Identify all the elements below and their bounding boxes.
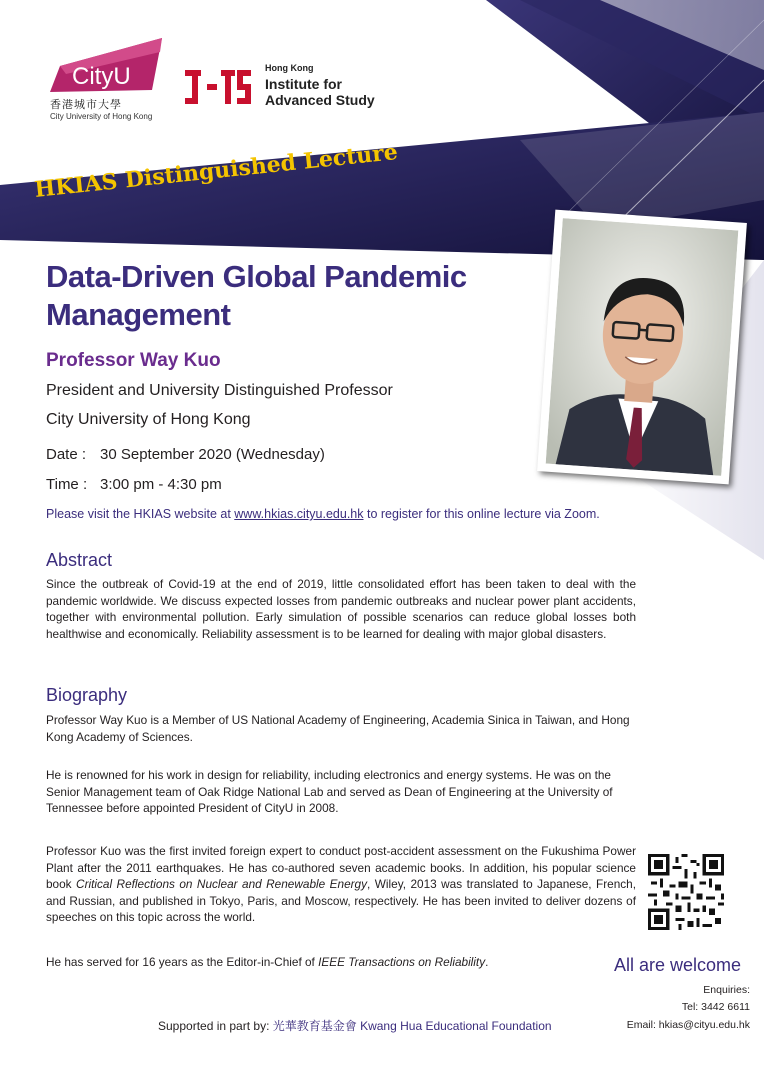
bio3-text-a: Professor Kuo was the first invited foreign expert to conduct post-accident assessment on the Fukushima Power Plant after the 2011 earthquakes. He has co-authored seven academic books. In addition, his popular science book (46, 844, 636, 891)
biography-paragraph-4 (46, 954, 636, 971)
support-label: Supported in part by: (158, 1019, 273, 1033)
time-label: Time : (46, 476, 88, 493)
biography-paragraph-3 (46, 843, 636, 926)
enquiries-email[interactable]: Email: hkias@cityu.edu.hk (626, 1019, 750, 1031)
time-value: 3:00 pm - 4:30 pm (100, 476, 222, 493)
register-suffix: to register for this online lecture via Zoom. (363, 507, 600, 521)
speaker-position: President and University Distinguished Professor (46, 382, 393, 399)
enquiries-phone: Tel: 3442 6611 (681, 1001, 750, 1013)
lecture-series-title: HKIAS Distinguished Lecture (33, 138, 399, 203)
hkias-website-link[interactable]: www.hkias.cityu.edu.hk (234, 507, 364, 521)
lecture-title: Data-Driven Global Pandemic Management (46, 259, 467, 332)
cityu-english-name: City University of Hong Kong (50, 112, 153, 121)
hkias-logo-name: Institute for Advanced Study (265, 76, 375, 108)
sponsor-line (158, 1017, 552, 1034)
speaker-affiliation: City University of Hong Kong (46, 411, 251, 428)
biography-paragraph-2: He is renowned for his work in design for reliability, including electronics and energy systems. He was on the Senior Management team of Oak Ridge National Lab and served as Dean of Engineering at the University of Tennessee before appointed President of CityU in 2008. (46, 768, 613, 815)
speaker-portrait-image (546, 218, 739, 476)
journal-title: IEEE Transactions on Reliability (318, 955, 486, 969)
speaker-name: Professor Way Kuo (46, 350, 221, 371)
register-prefix: Please visit the HKIAS website at (46, 507, 235, 521)
bio3-text-b: , Wiley, 2013 was translated to Japanese, French, and Russian, and published in Tokyo, Paris, and Moscow, respectively. He has been invited to deliver dozens of speeches on this topic across the world. (46, 877, 637, 924)
book-title: Critical Reflections on Nuclear and Renewable Energy (76, 877, 368, 891)
abstract-heading: Abstract (46, 550, 113, 570)
cityu-chinese-name: 香港城市大學 (50, 98, 122, 111)
bio4-text-b: . (485, 955, 489, 969)
abstract-text: Since the outbreak of Covid-19 at the end of 2019, little consolidated effort has been taken to deal with the pandemic worldwide. We discuss expected losses from pandemic outbreaks and nuclear power plant accidents, together with environmental pollution. Early simulation of possible scenarios can reduce global losses both healthwise and economically. Reliability assessment is to be learned for dealing with major global disasters. (46, 577, 636, 641)
date-value: 30 September 2020 (Wednesday) (100, 446, 325, 463)
lecture-time (46, 476, 222, 493)
cityu-logo-text: CityU (72, 63, 131, 90)
sponsor-name: 光華教育基金會 Kwang Hua Educational Foundation (272, 1019, 552, 1033)
lecture-date (46, 446, 325, 463)
speaker-photo (537, 210, 747, 485)
qr-code[interactable] (648, 854, 724, 930)
hkias-logo-mark (183, 66, 253, 110)
date-label: Date : (46, 446, 87, 463)
biography-heading: Biography (46, 685, 128, 705)
registration-note (46, 507, 600, 521)
bio4-text-a: He has served for 16 years as the Editor-in-Chief of (46, 955, 319, 969)
hkias-logo-small-text: Hong Kong (265, 63, 314, 73)
biography-paragraph-1: Professor Way Kuo is a Member of US National Academy of Engineering, Academia Sinica in Taiwan, and Hong Kong Academy of Sciences. (46, 713, 630, 744)
enquiries-label: Enquiries: (703, 984, 750, 996)
welcome-note: All are welcome (614, 955, 742, 975)
